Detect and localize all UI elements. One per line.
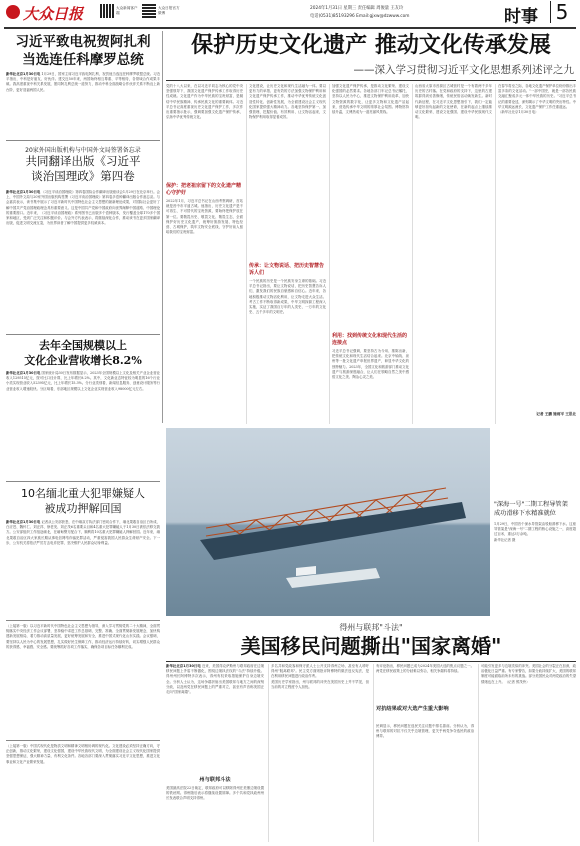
- article-1-title: [6, 33, 160, 69]
- article-6-body: （上接第一版）中国式现代化是物质文明和精神文明相协调的现代化。文化建设必须坚持正确方向，守正创新，推动文化繁荣，建设文化强国，建设中华民族现代文明，为全面建设社会主义现代化国家提供坚强思想保证、强大精神力量、有利文化条件。各地各部门要深入贯彻落实习近平文化思想，推进文化事业和文化产业繁荣发展。: [6, 744, 160, 764]
- article-1-lead: 新华社北京1月30日电: [6, 72, 41, 76]
- column-divider: [478, 664, 479, 842]
- column-divider: [373, 664, 374, 842]
- bottom-col-2: 多名共和党政客和保守派人士公开支持得州立场，甚至有人呼吁得州"脱离联邦"。民主党方面则批评阿博特的做法违反宪法，是在利用移民问题进行政治作秀。 美国历史学家指出，州与联邦的冲突在美国历史上并不罕见，但当前的对立程度令人担忧。: [271, 664, 369, 689]
- masthead-rule: [4, 27, 576, 29]
- article-4-title-line2: 被成功押解回国: [44, 502, 122, 515]
- feature-credit: 记者 王鹏 施雨岑 王思北: [536, 412, 576, 416]
- page-number: 5: [550, 1, 573, 23]
- divider: [6, 334, 160, 335]
- article-2-text: 《习近平谈治国理政》第四卷国际合作翻译出版座谈会1月29日在北京举行。会上，中国外文局与20家外国出版机构签署《习近平谈治国理政》第四卷多语种翻译出版合作备忘录。与会嘉宾表示，该书集中展示了习近平新时代中国特色社会主义思想的最新理论成果，对国际社会更好了解中国共产党治国理政理念具有重要意义。这是中国共产党和中国政府向世界阐释中国道路、中国理论的重要窗口。近年来，《习近平谈治国理政》系列图书已出版多个语种版本，发行覆盖全球170多个国家和地区，受到广泛关注和积极评价。与会外方代表表示，将继续深化合作，推动该书在更多国家翻译出版，促进文明交流互鉴，为世界读者了解中国提供更多权威读本。: [6, 190, 160, 226]
- feature-col-2b: 一个民族的历史是一个民族安身立命的基础。习近平总书记指出，要让文物说话，把历史智慧告诉人们，激发我们的民族自豪感和自信心。近年来，各地积极推动文物活化利用，让文物走进大众生活。考古工作不断取得新成果，中华文明探源工程深入实施，实证了我国百万年的人类史、一万年的文化史、五千多年的文明史。: [249, 279, 326, 315]
- column-divider: [268, 664, 269, 842]
- article-4-body: [6, 520, 160, 614]
- feature-col-5: 在春节将至之际，各地文化遗产保护单位纷纷推出丰富多彩的文化活动。"一部中国史，就是一部各民族交融汇聚成多元一体中华民族的历史。"习近平总书记的重要论述，深刻揭示了中华文明的突出特性。中华文明源远流长，文化遗产保护工作任重道远。 （新华社北京1月30日电）: [498, 84, 576, 115]
- feature-col-4: 山西省太原市晋源区古城营村是一个有着两千多年历史的古村落。在党和政府的支持下，这里的古建筑群得到妥善修缮，传统民俗活动焕发新生。新时代新征程，在习近平文化思想指引下，我们一定能够更好担负起新的文化使命，在新的起点上继续推动文化繁荣、建设文化强国、建设中华民族现代文明。: [415, 84, 492, 120]
- app-stamp-label: 大众新闻客户端: [116, 6, 138, 15]
- bottom-col-4: 可能引发更多与边境类似的冲突。美国社会的分裂正在加深，政治极化日益严重。有专家警告，如果分歧持续扩大，美国的联邦制度可能面临前所未有的挑战。部分美国民众对两党政治的失望情绪也在上升。（记者 熊茂伶）: [481, 664, 576, 684]
- bottom-col-1b: 美国最高法院22日裁定，联邦政府可以移除得州在美墨边境设置的铁丝网。得州随后表示将继续设置屏障。多个共和党执政州州长发表联合声明支持得州。: [166, 786, 264, 801]
- article-3-title: [6, 338, 160, 368]
- article-5-body: （上接第一版）以习近平新时代中国特色社会主义思想为指导，深入学习贯彻党的二十大精神，全面贯彻落实中央经济工作会议部署，坚持稳中求进工作总基调，完整、准确、全面贯彻新发展理念，加快构建新发展格局，着力推动高质量发展，更好统筹发展和安全，推进中国式现代化山东实践。会议强调，要坚持以人民为中心的发展思想，扎实做好民生保障工作，推动经济运行持续好转，切实增强人民群众的获得感、幸福感、安全感。要统筹抓好各项工作落实，确保各项目标任务顺利完成。: [6, 624, 160, 649]
- feature-subhead-2: 传承：让文物说话、把历史智慧告诉人们: [249, 263, 325, 276]
- masthead: [0, 0, 580, 26]
- article-2-title-line1: 共同翻译出版《习近平: [25, 154, 141, 168]
- article-4-title: [6, 486, 160, 516]
- divider: [6, 140, 160, 141]
- article-3-title-line1: 去年全国规模以上: [39, 339, 127, 352]
- article-3-title-line2: 文化企业营收增长8.2%: [24, 354, 142, 367]
- feature-subhead: ——深入学习贯彻习近平文化思想系列述评之九: [353, 64, 574, 76]
- article-2-kicker: 20家外国出版机构与中国外文局签署备忘录: [25, 147, 141, 154]
- article-3-lead: 新华社北京1月30日电: [6, 371, 41, 375]
- article-2-title-line2: 谈治国理政》第四卷: [31, 169, 135, 183]
- phone-line: 电话(0531)85193296 Email:gjxw@dzwww.com: [310, 14, 410, 19]
- photo-caption: [494, 500, 576, 614]
- photo-caption-body: 1月29日，中国首个深水导管架由驳船滑移下水。这座导管架是"深海一号"二期工程的核心设施之一，高度超过百米，重达3万余吨。 新华社记者 摄: [494, 522, 576, 542]
- photo-caption-title-2: 成功滑移下水精准就位: [494, 510, 556, 517]
- left-column-divider: [162, 31, 163, 423]
- divider: [6, 481, 160, 482]
- article-3-body: [6, 371, 160, 477]
- article-4-lead: 新华社北京1月30日电: [6, 520, 41, 524]
- feature-rule: [166, 80, 576, 81]
- feature-subhead-3: 利用：找到传统文化和现代生活的连接点: [332, 333, 408, 346]
- logo-emblem-icon: [6, 5, 20, 19]
- feature-col-2: 文化建设，让历史文化和现代生活融为一体。要以更有力的举措、更有效的方法加强文物保护利用和文化遗产保护传承工作，推动中华优秀传统文化创造性转化、创新性发展，为全面建设社会主义现代化国家提供强大精神动力。各地坚持保护第一、加强管理、挖掘价值、有效利用、让文物活起来，文物保护利用取得显著成效。: [249, 84, 326, 120]
- article-1-title-line1: 习近平致电祝贺阿扎利: [15, 34, 151, 50]
- feature-subhead-1: 保护：把老祖宗留下的文化遗产精心守护好: [166, 183, 242, 196]
- divider: [6, 620, 160, 621]
- photo-caption-title-1: "深海一号"二期工程导管架: [494, 501, 568, 508]
- bottom-subhead-1: 州与联邦斗法: [199, 777, 231, 783]
- bottom-headline: 美国移民问题撕出"国家离婚": [240, 634, 502, 658]
- date-line: 2024年1月31日 星期三 责任编辑 周俊量 王友玲: [310, 6, 404, 11]
- article-2-title: [6, 154, 160, 184]
- bottom-col-3b: 民调显示，移民问题在选民关注议题中排名靠前。分析认为，得州与联邦的对抗不仅关乎边境管理，更关乎两党争夺选民的政治博弈。: [376, 724, 474, 739]
- qr-code-icon: [100, 4, 114, 18]
- divider: [6, 740, 160, 741]
- bottom-subhead-3: 对抗结果或对大选产生重大影响: [376, 706, 449, 712]
- weibo-stamp-label: 大众日报官方微博: [158, 6, 180, 15]
- column-divider: [495, 84, 496, 424]
- article-2-body: [6, 190, 160, 328]
- article-1-title-line2: 当选连任科摩罗总统: [22, 52, 144, 68]
- feature-col-3b: 习近平总书记强调，要坚持古为今用、推陈出新，把传统文化和现代生活结合起来。北京中轴线、泉州等一批文化遗产申报世界遗产，彰显中华文化的独特魅力。2023年，全国文化和旅游部门推动文化遗产与旅游深度融合，让人们在领略自然之美中感悟文化之美、陶冶心灵之美。: [332, 349, 409, 380]
- logo-text: 大众日报: [23, 5, 84, 23]
- section-name: 时事: [504, 7, 538, 27]
- column-divider: [412, 84, 413, 424]
- article-4-text: 记者从公安部获悉，在中缅双方执法部门密切合作下，缅北果敢自治区白所成、白应苍、魏怀仁、刘正祥、徐老发、刘正茂6名重要头目和4名重大犯罪嫌疑人于1月30日被依法移交我方。公安部组织工作组赴缅北，在缅甸警方配合下，顺利将10名重大犯罪嫌疑人押解回国。近年来，缅北果敢自治区四大家族长期从事电信网络诈骗犯罪活动，严重侵害我国人民群众生命财产安全。下一步，公安机关将依法严厉打击电诈犯罪，坚决维护人民群众切身利益。: [6, 520, 160, 545]
- bottom-lead: 新华社北京1月30日电: [166, 664, 201, 668]
- article-1-body: [6, 72, 160, 134]
- column-divider: [246, 84, 247, 424]
- qr-code-icon: [142, 4, 156, 18]
- article-3-text: 国家统计局30日发布数据显示，2023年全国规模以上文化及相关产业企业营业收入129515亿元，按可比口径计算，比上年增长8.2%。其中，文化新业态特征较为明显的16个行业小类实现营业收入52395亿元，比上年增长15.3%。分行业类别看，新闻信息服务、创意设计服务等行业营业收入增速较快。分区域看，东部地区规模以上文化企业实现营业收入98000亿元左右。: [6, 371, 160, 391]
- article-4-title-line1: 10名缅北重大犯罪嫌疑人: [21, 487, 145, 500]
- bottom-col-1: [166, 664, 264, 772]
- feature-headline: 保护历史文化遗产 推动文化传承发展: [191, 33, 551, 58]
- article-1-text: 1月29日，国家主席习近平致电阿扎利，祝贺他当选连任科摩罗联盟总统。习近平指出，中科是好朋友、好伙伴。建交近50年来，两国始终相互尊重、平等相待，各领域合作成果丰硕。我高度重视中科关系发展，愿同阿扎利总统一道努力，推动中科全面战略合作伙伴关系不断迈上新台阶，更好造福两国人民。: [6, 72, 160, 92]
- article-2-lead: 新华社北京1月30日电: [6, 190, 41, 194]
- platform-jacket-drawing: [166, 428, 490, 616]
- feature-col-1: 党的十八大以来，在以习近平同志为核心的党中央坚强领导下，我国文化遗产保护传承工作取得历史性成就。文化遗产作为中华民族的宝贵财富，是凝结中华民族精神、传承民族文化的重要载体。习近平总书记高度重视历史文化遗产保护工作，多次作出重要指示批示，强调要加强文化遗产保护传承，弘扬中华优秀传统文化。: [166, 84, 243, 120]
- bottom-col-3: 有评论指出，移民问题已成为2024年美国大选的焦点议题之一。两党在移民政策上的分歧难以弥合，相关争端料将持续。: [376, 664, 474, 674]
- feature-col-1b: 2022年1月，习近平总书记在山西考察调研，首站就是晋中市平遥古城。他指出，历史文化遗产是不可再生、不可替代的宝贵资源，要始终把保护放在第一位。要敬畏历史、敬畏文化、敬畏生态，全面保护好历史文化遗产，统筹好旅游发展、特色经营、古城保护，筑牢文物安全底线，守护好前人留给我们的宝贵财富。: [166, 199, 243, 235]
- column-divider: [329, 84, 330, 424]
- bottom-col-1-text: 近来，美国得克萨斯州与联邦政府在边境移民问题上矛盾不断激化，围绕边境执法权的"斗法"持续升级。得州州长阿博特多次表示，得州有权采取措施保护自身边境安全。分析人士认为，这场争端折射出美国联邦与地方之间的深刻分歧，以及两党在移民问题上的严重对立，甚至有声音称美国正走向"国家离婚"。: [166, 664, 264, 695]
- offshore-platform-photo: [166, 428, 490, 616]
- bottom-rule: [166, 661, 576, 662]
- newspaper-logo: [6, 3, 92, 23]
- bottom-kicker: 得州与联邦"斗法": [339, 623, 403, 632]
- feature-col-3: 加强文化遗产保护传承，是推动文化繁荣、建设文化强国的必然要求。各地各部门牢记总书记嘱托，坚持以人民为中心，推进文物保护利用改革，加快文物资源的数字化，让更多文物和文化遗产活起来，营造传承中华文明的浓厚社会氛围。博物馆持续升温，文博热成为一道亮丽风景线。: [332, 84, 409, 115]
